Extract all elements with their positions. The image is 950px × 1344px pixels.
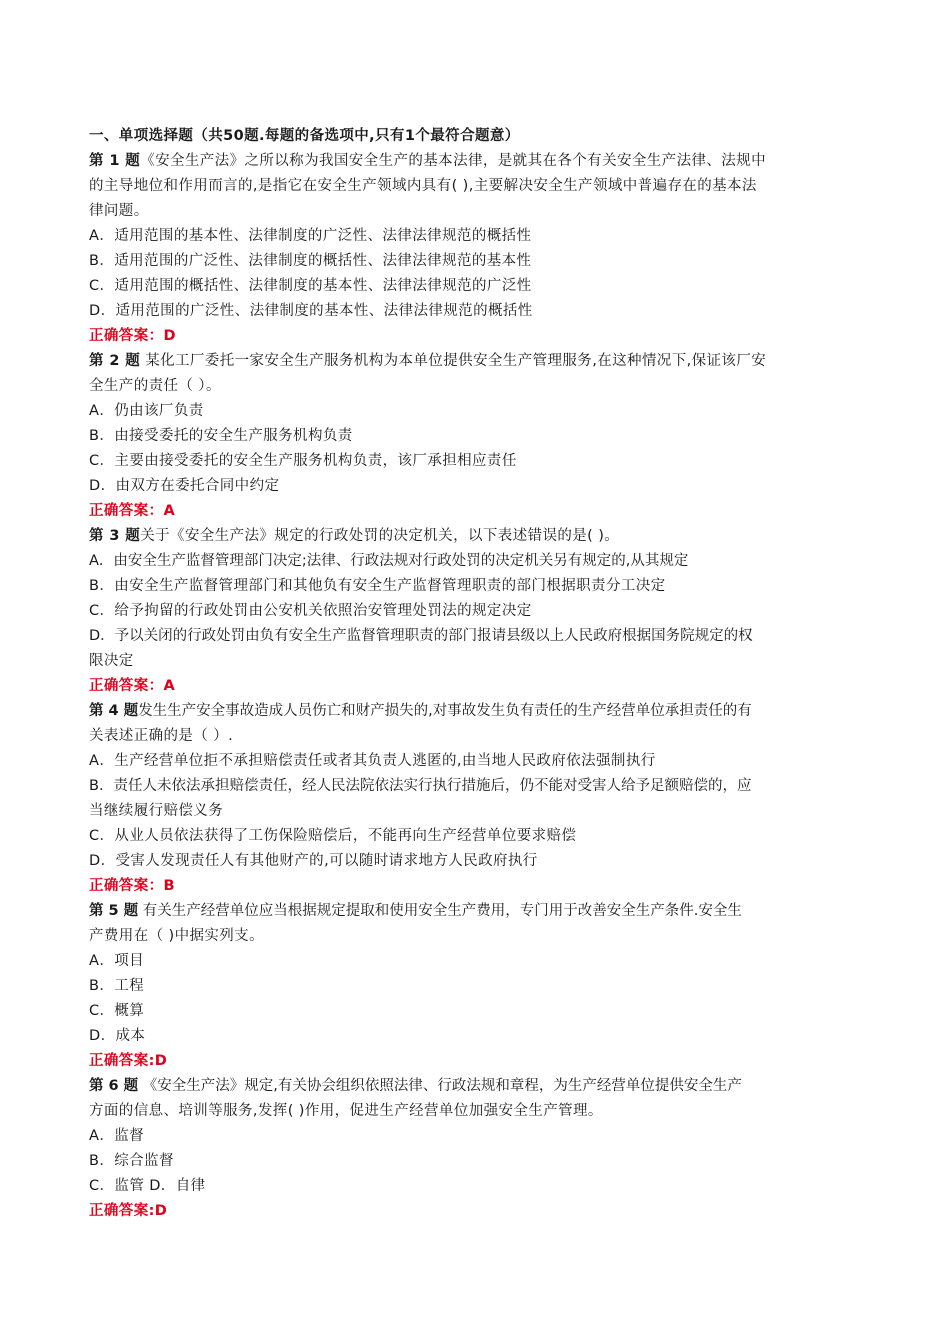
question-4 (89, 699, 865, 899)
question-6 (89, 1074, 865, 1224)
stem-line: 某化工厂委托一家安全生产服务机构为本单位提供安全生产管理服务,在这种情况下,保证该厂安 (145, 353, 767, 369)
option-a: A．项目 (89, 953, 145, 969)
question-2 (89, 349, 865, 524)
correct-answer: 正确答案：A (89, 503, 176, 519)
correct-answer: 正确答案:D (89, 1053, 168, 1069)
correct-answer: 正确答案：B (89, 878, 175, 894)
option-d: D．受害人发现责任人有其他财产的,可以随时请求地方人民政府执行 (89, 853, 538, 869)
question-stem (89, 699, 865, 724)
question-number: 第 6 题 (89, 1078, 139, 1094)
option-d: D．成本 (89, 1028, 146, 1044)
question-number: 第 2 题 (89, 353, 141, 369)
stem-line: 关表述正确的是（ ）. (89, 728, 234, 744)
stem-line: 律问题。 (89, 203, 149, 219)
option-a: A．监督 (89, 1128, 145, 1144)
stem-line: 发生生产安全事故造成人员伤亡和财产损失的,对事故发生负有责任的生产经营单位承担责任的有 (138, 703, 752, 719)
option-b-continued: 当继续履行赔偿义务 (89, 803, 224, 819)
question-stem (89, 524, 865, 549)
stem-line: 方面的信息、培训等服务,发挥( )作用，促进生产经营单位加强安全生产管理。 (89, 1103, 603, 1119)
stem-line: 产费用在（ )中据实列支。 (89, 928, 264, 944)
question-number: 第 3 题 (89, 528, 141, 544)
option-c: C．概算 (89, 1003, 145, 1019)
stem-line: 有关生产经营单位应当根据规定提取和使用安全生产费用，专门用于改善安全生产条件.安全生 (138, 903, 742, 919)
question-5 (89, 899, 865, 1074)
option-b: B．适用范围的广泛性、法律制度的概括性、法律法律规范的基本性 (89, 253, 532, 269)
option-d: D．由双方在委托合同中约定 (89, 478, 280, 494)
stem-line: 关于《安全生产法》规定的行政处罚的决定机关，以下表述错误的是( )。 (140, 528, 620, 544)
option-c-d: C．监管 D．自律 (89, 1178, 206, 1194)
option-d-continued: 限决定 (89, 653, 134, 669)
stem-line: 的主导地位和作用而言的,是指它在安全生产领域内具有( ),主要解决安全生产领域中普遍存在的基本法 (89, 178, 757, 194)
correct-answer: 正确答案：D (89, 328, 176, 344)
option-b: B．综合监督 (89, 1153, 174, 1169)
correct-answer: 正确答案:D (89, 1203, 168, 1219)
question-1 (89, 149, 865, 349)
option-b: B．责任人未依法承担赔偿责任，经人民法院依法实行执行措施后，仍不能对受害人给予足额赔偿的，应 (89, 778, 752, 794)
option-a: A．仍由该厂负责 (89, 403, 204, 419)
option-a: A．生产经营单位拒不承担赔偿责任或者其负责人逃匿的,由当地人民政府依法强制执行 (89, 753, 656, 769)
option-a: A．适用范围的基本性、法律制度的广泛性、法律法律规范的概括性 (89, 228, 532, 244)
option-b: B．由接受委托的安全生产服务机构负责 (89, 428, 353, 444)
stem-line: 《安全生产法》规定,有关协会组织依照法律、行政法规和章程，为生产经营单位提供安全生产 (138, 1078, 742, 1094)
question-stem (89, 149, 865, 174)
option-c: C．适用范围的概括性、法律制度的基本性、法律法律规范的广泛性 (89, 278, 532, 294)
correct-answer: 正确答案：A (89, 678, 176, 694)
question-number: 第 4 题 (89, 703, 139, 719)
question-3 (89, 524, 865, 699)
option-c: C．从业人员依法获得了工伤保险赔偿后，不能再向生产经营单位要求赔偿 (89, 828, 577, 844)
stem-line: 全生产的责任（ ）。 (89, 378, 221, 394)
option-c: C．给予拘留的行政处罚由公安机关依照治安管理处罚法的规定决定 (89, 603, 532, 619)
option-b: B．由安全生产监督管理部门和其他负有安全生产监督管理职责的部门根据职责分工决定 (89, 578, 666, 594)
option-d: D．适用范围的广泛性、法律制度的基本性、法律法律规范的概括性 (89, 303, 533, 319)
stem-line: 《安全生产法》之所以称为我国安全生产的基本法律，是就其在各个有关安全生产法律、法规中 (140, 153, 766, 169)
option-c: C．主要由接受委托的安全生产服务机构负责，该厂承担相应责任 (89, 453, 517, 469)
document-page (89, 124, 865, 1224)
option-d: D．予以关闭的行政处罚由负有安全生产监督管理职责的部门报请县级以上人民政府根据国务院规定的权 (89, 628, 753, 644)
question-stem (89, 1074, 865, 1099)
option-b: B．工程 (89, 978, 145, 994)
question-stem (89, 349, 865, 374)
question-number: 第 5 题 (89, 903, 139, 919)
question-stem (89, 899, 865, 924)
question-number: 第 1 题 (89, 153, 141, 169)
section-title: 一、单项选择题（共50题.每题的备选项中,只有1个最符合题意） (89, 128, 520, 144)
option-a: A．由安全生产监督管理部门决定;法律、行政法规对行政处罚的决定机关另有规定的,从其规定 (89, 553, 689, 569)
